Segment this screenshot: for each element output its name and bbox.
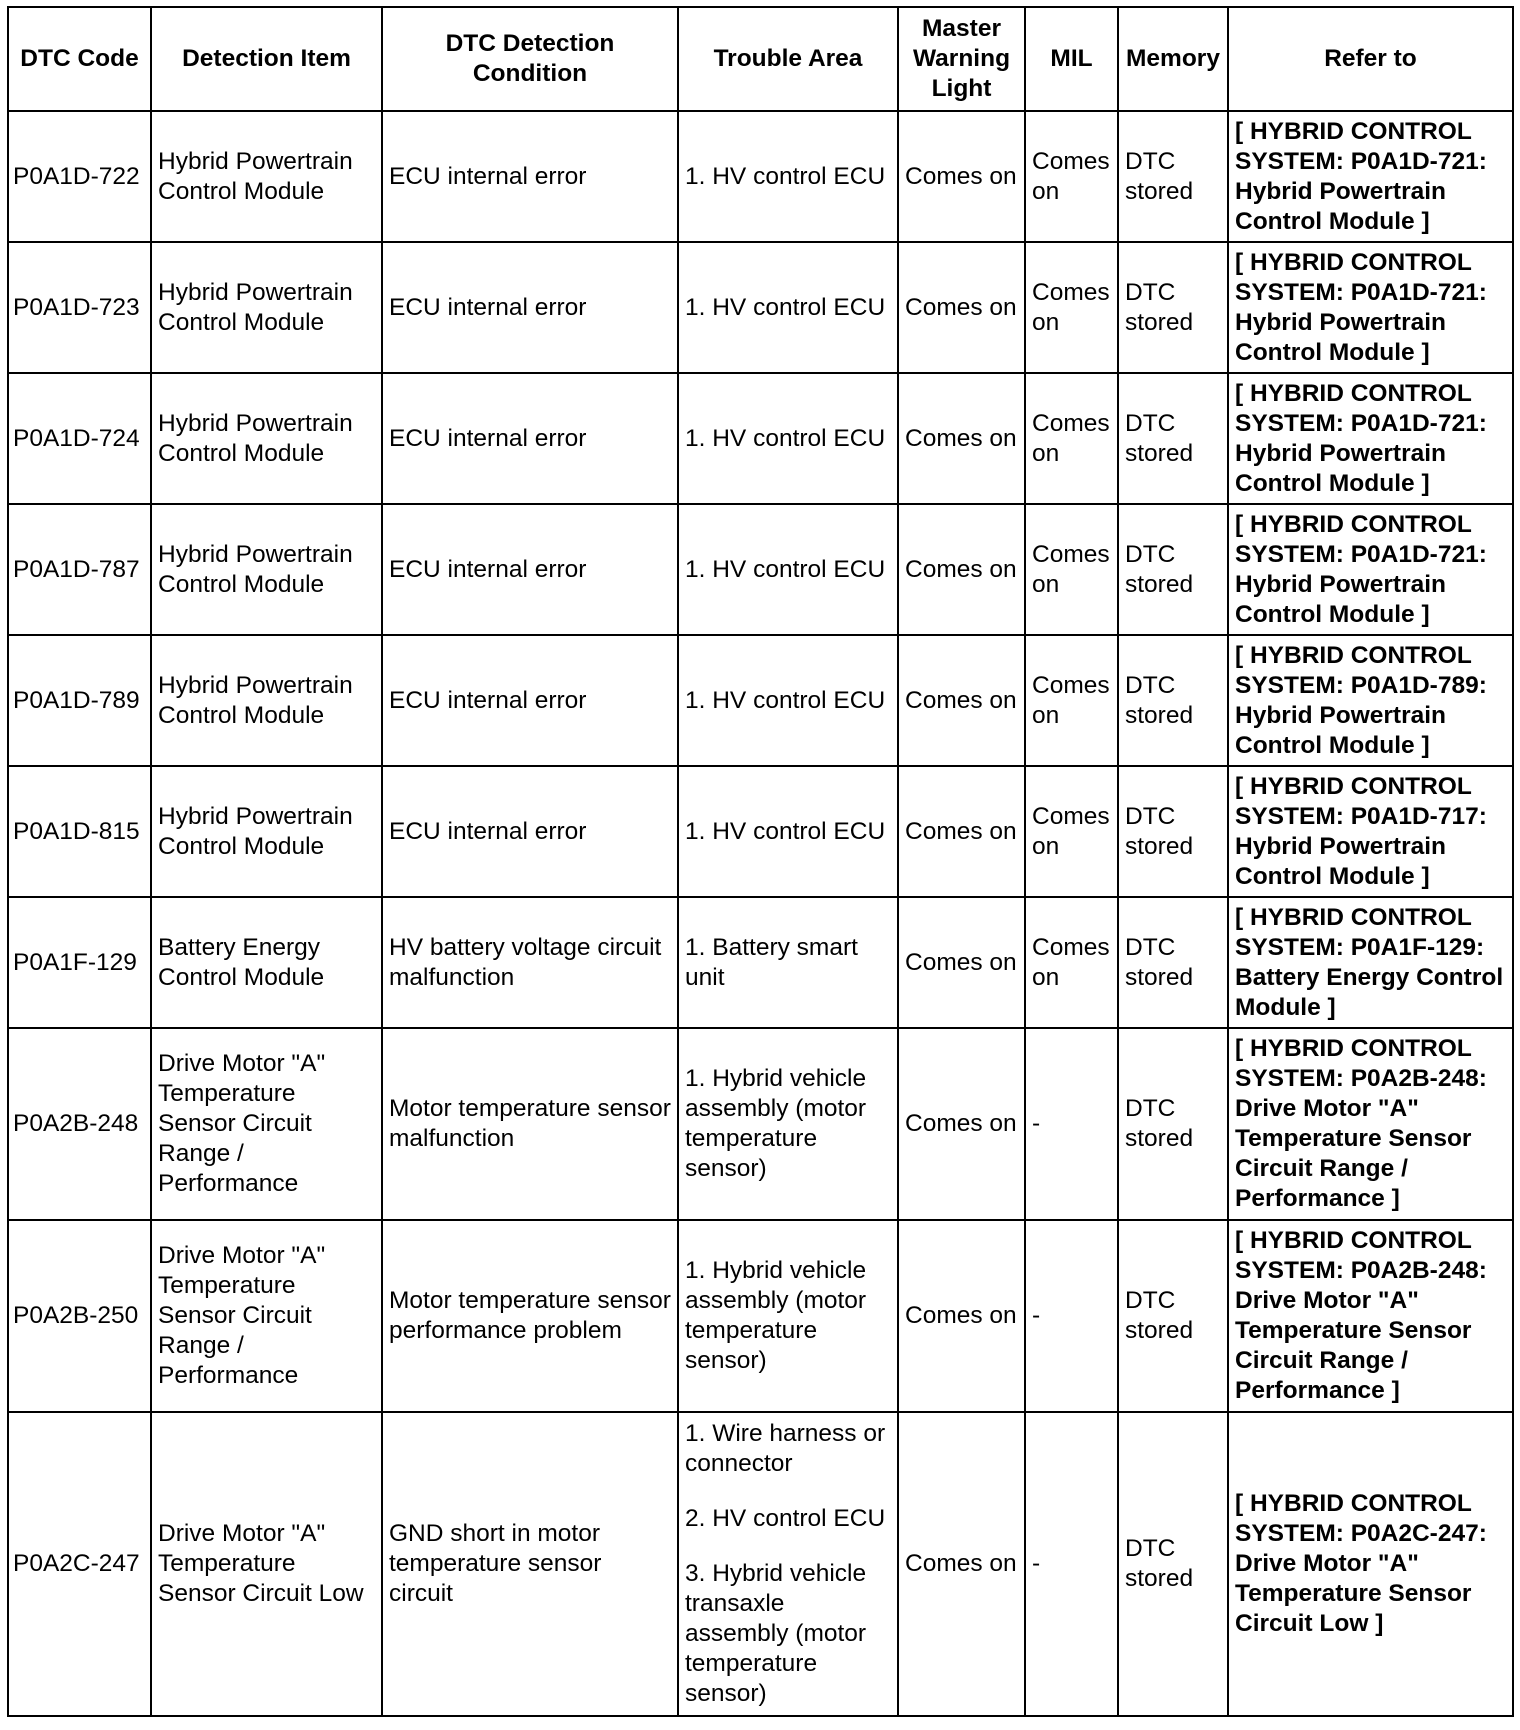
refer-to-cell: [ HYBRID CONTROL SYSTEM: P0A1D-789: Hybrid Powertrain Control Module ] — [1228, 635, 1513, 766]
trouble-area-item: 3. Hybrid vehicle transaxle assembly (motor temperature sensor) — [685, 1560, 867, 1707]
detection-item-cell: Hybrid Powertrain Control Module — [151, 242, 382, 373]
header-master-warning-light: Master Warning Light — [898, 7, 1025, 111]
detection-condition-cell: ECU internal error — [382, 635, 678, 766]
memory-cell: DTC stored — [1118, 111, 1228, 242]
mil-cell: - — [1025, 1028, 1118, 1220]
trouble-area-cell — [678, 242, 898, 373]
detection-item-cell: Drive Motor "A" Temperature Sensor Circuit Range / Performance — [151, 1028, 382, 1220]
master-warning-light-cell: Comes on — [898, 897, 1025, 1028]
table-row — [8, 1028, 1513, 1220]
master-warning-light-cell: Comes on — [898, 242, 1025, 373]
mil-cell: - — [1025, 1412, 1118, 1716]
detection-item-cell: Hybrid Powertrain Control Module — [151, 111, 382, 242]
memory-cell: DTC stored — [1118, 635, 1228, 766]
trouble-area-cell — [678, 111, 898, 242]
master-warning-light-cell: Comes on — [898, 1028, 1025, 1220]
mil-cell: Comes on — [1025, 373, 1118, 504]
memory-cell: DTC stored — [1118, 766, 1228, 897]
detection-item-cell: Hybrid Powertrain Control Module — [151, 766, 382, 897]
detection-item-cell: Hybrid Powertrain Control Module — [151, 635, 382, 766]
memory-cell: DTC stored — [1118, 242, 1228, 373]
master-warning-light-cell: Comes on — [898, 111, 1025, 242]
mil-cell: Comes on — [1025, 897, 1118, 1028]
trouble-area-cell — [678, 766, 898, 897]
dtc-table — [7, 6, 1514, 1717]
dtc-code-cell: P0A2B-248 — [8, 1028, 151, 1220]
header-mil: MIL — [1025, 7, 1118, 111]
dtc-code-cell: P0A2B-250 — [8, 1220, 151, 1412]
refer-to-cell: [ HYBRID CONTROL SYSTEM: P0A2B-248: Drive Motor "A" Temperature Sensor Circuit Range / Performance ] — [1228, 1028, 1513, 1220]
memory-cell: DTC stored — [1118, 1220, 1228, 1412]
mil-cell: Comes on — [1025, 635, 1118, 766]
table-row — [8, 504, 1513, 635]
table-row — [8, 1220, 1513, 1412]
dtc-code-cell: P0A1D-815 — [8, 766, 151, 897]
dtc-code-cell: P0A2C-247 — [8, 1412, 151, 1716]
dtc-code-cell: P0A1D-722 — [8, 111, 151, 242]
detection-item-cell: Battery Energy Control Module — [151, 897, 382, 1028]
detection-condition-cell: ECU internal error — [382, 504, 678, 635]
trouble-area-cell — [678, 373, 898, 504]
trouble-area-item: 1. HV control ECU — [685, 555, 886, 583]
detection-condition-cell: ECU internal error — [382, 766, 678, 897]
memory-cell: DTC stored — [1118, 504, 1228, 635]
detection-condition-cell: ECU internal error — [382, 373, 678, 504]
detection-condition-cell: ECU internal error — [382, 242, 678, 373]
refer-to-cell: [ HYBRID CONTROL SYSTEM: P0A1D-721: Hybrid Powertrain Control Module ] — [1228, 111, 1513, 242]
memory-cell: DTC stored — [1118, 373, 1228, 504]
table-row — [8, 766, 1513, 897]
refer-to-cell: [ HYBRID CONTROL SYSTEM: P0A1D-721: Hybrid Powertrain Control Module ] — [1228, 373, 1513, 504]
trouble-area-cell — [678, 504, 898, 635]
memory-cell: DTC stored — [1118, 897, 1228, 1028]
mil-cell: Comes on — [1025, 766, 1118, 897]
refer-to-cell: [ HYBRID CONTROL SYSTEM: P0A1D-717: Hybrid Powertrain Control Module ] — [1228, 766, 1513, 897]
detection-condition-cell: ECU internal error — [382, 111, 678, 242]
mil-cell: - — [1025, 1220, 1118, 1412]
trouble-area-item: 1. HV control ECU — [685, 817, 886, 845]
table-row — [8, 635, 1513, 766]
header-dtc-code: DTC Code — [8, 7, 151, 111]
trouble-area-cell — [678, 1028, 898, 1220]
header-refer-to: Refer to — [1228, 7, 1513, 111]
dtc-code-cell: P0A1D-723 — [8, 242, 151, 373]
detection-condition-cell: Motor temperature sensor performance problem — [382, 1220, 678, 1412]
header-detection-item: Detection Item — [151, 7, 382, 111]
detection-condition-cell: GND short in motor temperature sensor circuit — [382, 1412, 678, 1716]
refer-to-cell: [ HYBRID CONTROL SYSTEM: P0A1D-721: Hybrid Powertrain Control Module ] — [1228, 242, 1513, 373]
master-warning-light-cell: Comes on — [898, 1220, 1025, 1412]
trouble-area-cell — [678, 897, 898, 1028]
detection-condition-cell: HV battery voltage circuit malfunction — [382, 897, 678, 1028]
detection-item-cell: Hybrid Powertrain Control Module — [151, 504, 382, 635]
detection-item-cell: Drive Motor "A" Temperature Sensor Circuit Range / Performance — [151, 1220, 382, 1412]
trouble-area-item: 1. HV control ECU — [685, 162, 886, 190]
table-row — [8, 897, 1513, 1028]
header-detection-condition: DTC Detection Condition — [382, 7, 678, 111]
dtc-code-cell: P0A1D-724 — [8, 373, 151, 504]
refer-to-cell: [ HYBRID CONTROL SYSTEM: P0A1D-721: Hybrid Powertrain Control Module ] — [1228, 504, 1513, 635]
trouble-area-cell — [678, 1412, 898, 1716]
trouble-area-item: 1. Battery smart unit — [685, 933, 858, 991]
detection-condition-cell: Motor temperature sensor malfunction — [382, 1028, 678, 1220]
trouble-area-item: 2. HV control ECU — [685, 1505, 886, 1532]
master-warning-light-cell: Comes on — [898, 504, 1025, 635]
trouble-area-item: 1. HV control ECU — [685, 293, 886, 321]
master-warning-light-cell: Comes on — [898, 1412, 1025, 1716]
memory-cell: DTC stored — [1118, 1412, 1228, 1716]
trouble-area-item: 1. Hybrid vehicle assembly (motor temperature sensor) — [685, 1257, 867, 1374]
dtc-code-cell: P0A1D-787 — [8, 504, 151, 635]
master-warning-light-cell: Comes on — [898, 373, 1025, 504]
master-warning-light-cell: Comes on — [898, 766, 1025, 897]
trouble-area-item: 1. Wire harness or connector — [685, 1420, 886, 1477]
refer-to-cell: [ HYBRID CONTROL SYSTEM: P0A1F-129: Battery Energy Control Module ] — [1228, 897, 1513, 1028]
table-row — [8, 373, 1513, 504]
trouble-area-cell — [678, 635, 898, 766]
refer-to-cell: [ HYBRID CONTROL SYSTEM: P0A2B-248: Drive Motor "A" Temperature Sensor Circuit Range / Performance ] — [1228, 1220, 1513, 1412]
trouble-area-cell — [678, 1220, 898, 1412]
refer-to-cell: [ HYBRID CONTROL SYSTEM: P0A2C-247: Drive Motor "A" Temperature Sensor Circuit Low ] — [1228, 1412, 1513, 1716]
detection-item-cell: Hybrid Powertrain Control Module — [151, 373, 382, 504]
header-memory: Memory — [1118, 7, 1228, 111]
dtc-code-cell: P0A1D-789 — [8, 635, 151, 766]
table-row — [8, 111, 1513, 242]
mil-cell: Comes on — [1025, 242, 1118, 373]
trouble-area-item: 1. HV control ECU — [685, 424, 886, 452]
table-row — [8, 1412, 1513, 1716]
header-trouble-area: Trouble Area — [678, 7, 898, 111]
detection-item-cell: Drive Motor "A" Temperature Sensor Circuit Low — [151, 1412, 382, 1716]
mil-cell: Comes on — [1025, 111, 1118, 242]
dtc-code-cell: P0A1F-129 — [8, 897, 151, 1028]
trouble-area-item: 1. Hybrid vehicle assembly (motor temperature sensor) — [685, 1065, 867, 1182]
trouble-area-item: 1. HV control ECU — [685, 686, 886, 714]
table-row — [8, 242, 1513, 373]
header-row — [8, 7, 1513, 111]
master-warning-light-cell: Comes on — [898, 635, 1025, 766]
mil-cell: Comes on — [1025, 504, 1118, 635]
table-body — [8, 111, 1513, 1716]
memory-cell: DTC stored — [1118, 1028, 1228, 1220]
